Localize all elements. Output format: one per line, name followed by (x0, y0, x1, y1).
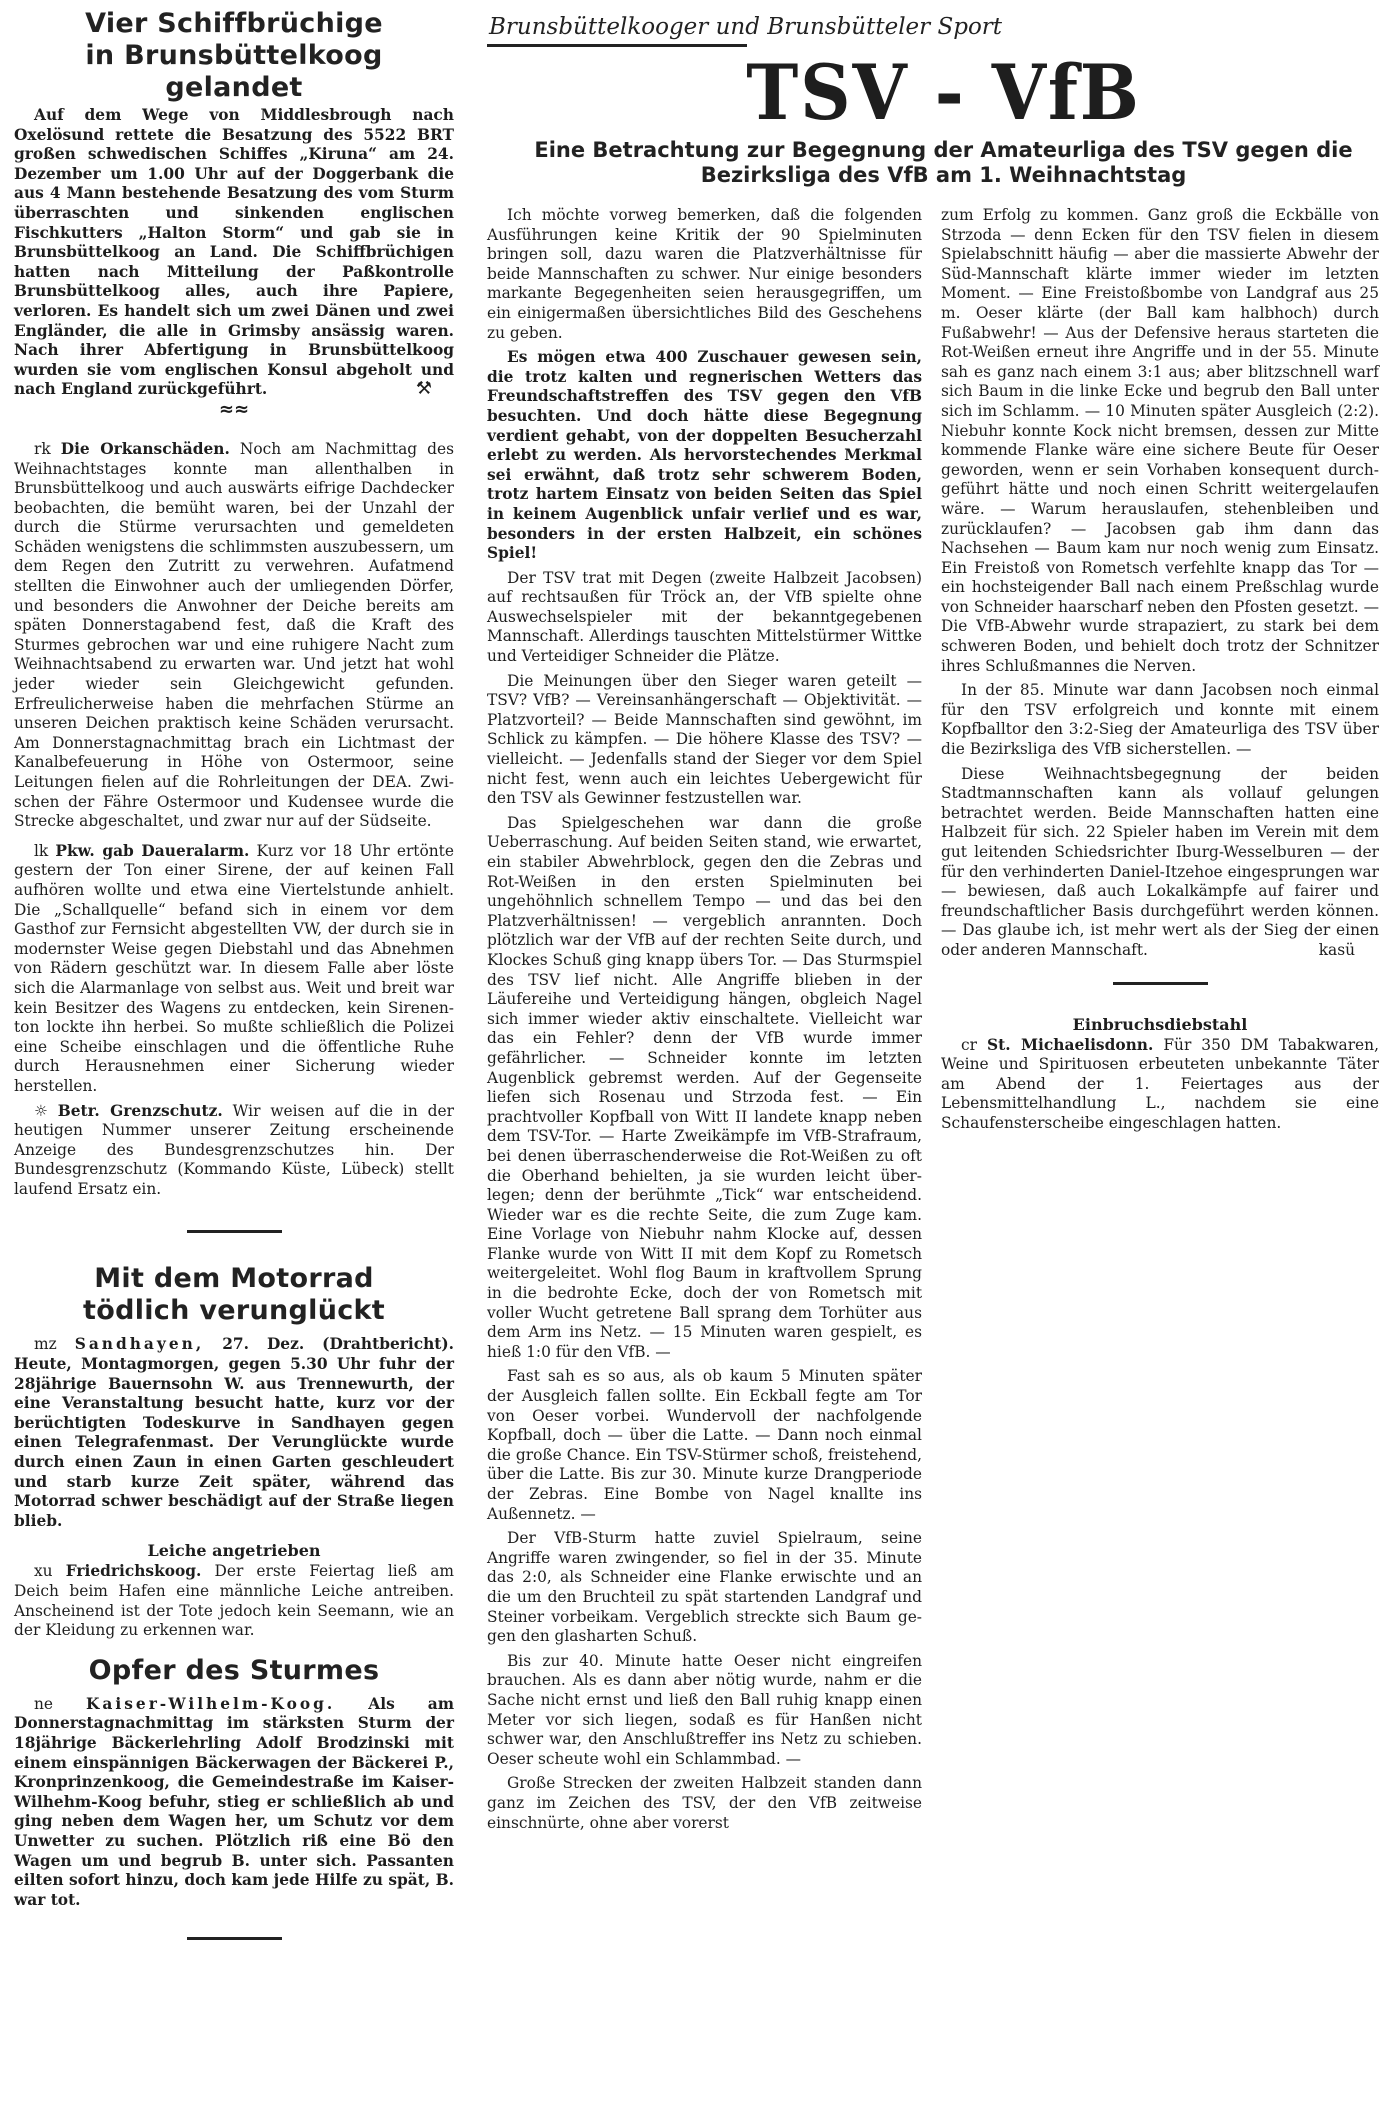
article-text: Für 350 DM Tabakwaren, Weine und Spirituosen erbeuteten unbekannte Täter am Abend der 1. Feiertages aus der Lebensmittelhandlung L., nachdem sie eine Schaufensterscheibe eingeschlagen hatten. (941, 1035, 1379, 1132)
sport-paragraph: Ich möchte vorweg bemerken, daß die folgenden Ausführungen keine Kritik der 90 Spielminuten bringen soll, dazu waren die Platzverhältnisse für beide Mannschaften zu schwer. Nur einige besonders markante Begegenheiten seien herausgegriffen, um ein einigermaßen übersichtliches Bild des Geschehens zu geben. (487, 206, 922, 342)
note-orkanschaeden (14, 440, 454, 832)
author-initials: xu (34, 1562, 53, 1581)
sport-column-1 (487, 206, 922, 1838)
sport-paragraph: Das Spielgeschehen war dann die große Ueberraschung. Auf beiden Seiten stand, wie erwartet, ein stabiler Abwehrblock, gegen den die Zebras und Rot-Weißen in den ersten Spielminuten bei ungehöhnlich schnellem Tempo — und das bei den Platzverhältnissen! — vergeblich anrannten. Doch plötzlich war der VfB auf der rechten Seite durch, und Klockes Schuß ging knapp übers Tor. — Das Sturmspiel des TSV lief nicht. Alle Angriffe blieben in der Läufereihe und Verteidigung hängen, obgleich Nagel sich immer wieder aktiv einschaltete. Vielleicht war das ein Fehler? denn der VfB wurde immer gefährlicher. — Schneider konnte im letzten Augenblick gebremst werden. Auf der Gegenseite liefen sich Rosenau und Strzoda fest. — Ein prachtvoller Kopfball von Witt II landete knapp neben dem TSV-Tor. — Harte Zweikämpfe im VfB-Strafraum, bei denen überraschenderweise die Rot-Weißen zu oft die Oberhand behielten, ja sie wurden leicht überlegen; denn der berühmte „Tick“ war entscheidend. Wieder war es die rechte Seite, die zum Zuge kam. Eine Vorlage von Niebuhr nahm Klocke auf, dessen Flanke wurde von Witt II mit dem Kopf zu Rometsch weitergeleitet. Wohl flog Baum in kraftvollem Sprung in die bedrohte Ecke, doch der von Rometsch mit voller Wucht getretene Ball sprang dem Torhüter aus dem Arm ins Netz. — 15 Minuten waren gespielt, es hieß 1:0 für den VfB. — (487, 813, 922, 1361)
article-opfer-body (14, 1695, 454, 1911)
author-initials: cr (961, 1035, 977, 1054)
author-initials: lk (34, 841, 49, 860)
subhead-leiche: Leiche angetrieben (147, 1541, 321, 1561)
subtitle-line: Eine Betrachtung zur Begegnung der Amateurliga des TSV gegen die (534, 138, 1353, 162)
sport-paragraph: zum Erfolg zu kommen. Ganz groß die Eckbälle von Strzoda — denn Ecken für den TSV fielen in diesem Spielabschnitt häufig — aber die massierte Abwehr der Süd-Mannschaft klärte immer wieder im letzten Moment. — Eine Freistoßbombe von Landgraf aus 25 m. Oeser klärte (der Ball kam halbhoch) durch Fußabwehr! — Aus der Defensive heraus starteten die Rot-Weißen erneut ihre Angriffe und in der 55. Minute sah es ganz nach einem 3:1 aus; aber blitzschnell warf sich Baum in die linke Ecke und begrub den Ball unter sich im Schlamm. — 10 Minuten später Ausgleich (2:2). Niebuhr konnte Kock nicht bremsen, dessen zur Mitte kommende Flanke wäre eine sichere Beute für Oeser geworden, wenn er sein Vorhaben konsequent durchgeführt hätte und noch einen Schritt weitergelaufen wäre. — Warum herauslaufen, stehenbleiben und zurücklaufen? — Jacobsen gab ihm dann das Nachsehen — Baum kam nur noch wenig zum Einsatz. Ein Freistoß von Rometsch verfehlte knapp das Tor — ein hochsteigender Ball nach einem Preßschlag wurde von Schneider haarscharf neben den Pfosten gesetzt. — Die VfB-Abwehr wurde strapaziert, zu stark bei dem schweren Boden, und behielt doch trotz der Schnitzer ihres Schlußmannes die Nerven. (941, 206, 1379, 675)
sport-paragraph: Der VfB-Sturm hatte zuviel Spielraum, seine Angriffe waren zwingender, so fiel in der 35. Minute das 2:0, als Schneider eine Flanke erwischte und an die um den Bruchteil zu spät startenden Landgraf und Steiner vorbeikam. Vergeblich streckte sich Baum gegen den glasharten Schuß. (487, 1529, 922, 1646)
dateline: St. Michaelisdonn. (986, 1035, 1154, 1054)
left-column (14, 0, 454, 1940)
note-text: Noch am Nachmittag des Weihnachtstages konnte man allenthalben in Brunsbüttelkoog und auch auswärts eifrige Dachdecker beobachten, die bemüht waren, bei der Unzahl der durch die Stürme verursachten und gemeldeten Schäden wenigstens die schlimmsten auszubessern, um dem Regen den Zutritt zu verwehren. Aufatmend stellten die Einwohner auch der umliegenden Dörfer, und besonders die Anwohner der Deiche bereits am späten Donnerstagabend fest, daß die Kraft des Sturmes gebrochen war und eine ruhigere Nacht zum Weihnachtsabend zu erwarten war. Und jetzt hat wohl jeder wieder sein Gleichgewicht gefunden. Erfreulicherweise haben die mehrfachen Stürme an unseren Deichen praktisch keine Schäden verursacht. Am Donnerstagnachmittag brach ein Lichtmast der Kanalbefeuerung in Höhe von Ostermoor, seine Leitungen fielen auf die Rohrleitungen der DEA. Zwischen der Fähre Ostermoor und Kudensee wurde die Strecke abgeschaltet, und zwar nur auf der Südseite. (14, 439, 454, 831)
dateline: Kaiser-Wilhelm-Koog. (86, 1694, 336, 1713)
sport-subtitle (487, 138, 1400, 188)
sport-paragraph: Der TSV trat mit Degen (zweite Halbzeit Jacobsen) auf rechtsaußen für Tröck an, der VfB spielte ohne Auswechselspieler mit der bekanntgegebenen Mannschaft. Allerdings tauschten Mittelstürmer Wittke und Verteidiger Schneider die Plätze. (487, 568, 922, 666)
sport-paragraph: Bis zur 40. Minute hatte Oeser nicht eingreifen brauchen. Als es dann aber nötig wurde, nahm er die Sache nicht ernst und ließ den Ball ruhig knapp einen Meter vor sich liegen, sodaß es für Hanßen nicht schwer war, den Anschlußtreffer ins Netz zu schieben. Oeser scheute wohl ein Schlammbad. — (487, 1651, 922, 1768)
article-text: Als am Donnerstagnachmittag im stärksten Sturm der 18jährige Bäckerlehrling Adolf Brodzinski mit einem einspännigen Bäckerwagen der Bäckerei P., Kronprinzenkoog, die Gemeindestraße im Kaiser-Wilhehm-Koog befuhr, stieg er schließlich ab und ging neben dem Wagen her, um Schutz vor dem Unwetter zu suchen. Plötzlich riß eine Bö den Wagen um und begrub B. unter sich. Passanten eilten sofort hinzu, doch kam jede Hilfe zu spät, B. war tot. (14, 1694, 455, 1909)
headline-line: Mit dem Motorrad (94, 1263, 374, 1295)
note-daueralarm (14, 842, 454, 1097)
author-signature: kasü (1318, 940, 1355, 959)
sport-title: TSV - VfB (746, 48, 1141, 137)
sport-paragraph: Große Strecken der zweiten Halbzeit standen dann ganz im Zeichen des TSV, der den VfB zeitweise einschnürte, ohne aber vorerst (487, 1774, 922, 1832)
dateline: Sandhayen, (74, 1335, 205, 1354)
article-leiche-body (14, 1562, 454, 1640)
sport-header (487, 0, 1400, 200)
article-text: 27. Dez. (Drahtbericht). Heute, Montagmorgen, gegen 5.30 Uhr fuhr der 28jährige Bauernsohn W. aus Trennewurth, der eine Veranstaltung besucht hatte, kurz vor der berüchtigten Todeskurve in Sandhayen gegen einen Telegrafenmast. Der Verunglückte wurde durch einen Zaun in einen Garten geschleudert und starb kurze Zeit später, während das Motorrad schwer beschädigt auf der Straße liegen blieb. (14, 1335, 455, 1530)
author-initials: mz (34, 1335, 57, 1354)
article-schiffbruechige-body: Auf dem Wege von Middlesbrough nach Oxelösund rettete die Besatzung des 5522 BRT großen schwedischen Schiffes „Kiruna“ am 24. Dezember um 1.00 Uhr auf der Doggerbank die aus 4 Mann bestehende Besatzung des vom Sturm überraschten und sinkenden englischen Fischkutters „Halton Storm“ und gab sie in Brunsbüttelkoog an Land. Die Schiffbrüchigen hatten nach Mitteilung der Paßkontrolle Brunsbüttelkoog alles, auch ihre Papiere, verloren. Es handelt sich um zwei Dänen und zwei Engländer, die alle in Grimsby ansässig waren. Nach ihrer Abfertigung in Brunsbüttelkoog wurden sie vom englischen Konsul abgeholt und nach England zurückgeführt. (14, 106, 454, 399)
headline-line: in Brunsbüttelkoog gelandet (85, 40, 383, 103)
article-text: Der erste Feiertag ließ am Deich beim Hafen eine männliche Leiche antreiben. Anscheinend ist der Tote jedoch kein Seemann, wie an der Kleidung zu erkennen war. (14, 1562, 454, 1640)
note-title: Die Orkanschäden. (60, 439, 230, 458)
sport-paragraph-bold: Es mögen etwa 400 Zuschauer gewesen sein, die trotz kalten und regnerischen Wetters das Freundschaftstreffen des TSV gegen den VfB besuchten. Und doch hätte diese Begegnung verdient gehabt, von der doppelten Besucherzahl erlebt zu werden. Als hervorstechendes Merkmal sei erwähnt, daß trotz sehr schwerem Boden, trotz hartem Einsatz von beiden Seiten das Spiel in keinem Augenblick unfair verlief und es war, besonders in der ersten Halbzeit, ein schönes Spiel! (487, 348, 922, 563)
author-initials: rk (34, 439, 51, 458)
crossed-hammers-icon: ⚒ (415, 377, 432, 399)
wave-separator-icon: ≈≈ (218, 398, 250, 420)
note-grenzschutz (14, 1102, 454, 1200)
paragraph-text: Diese Weihnachtsbegegnung der beiden Stadtmannschaften kann als vollauf gelungen betrachtet werden. Beide Mannschaften hatten eine Halbzeit für sich. 22 Spieler haben im Verein mit dem gut leitenden Schiedsrichter Iburg-Wesselburen — der für den verhinderten Daniel-Itzehoe eingesprungen war — bewiesen, daß auch Lokalkämpfe auf fairer und freundschaftlicher Basis durchgeführt werden können. — Das glaube ich, ist mehr wert als der Sieg der einen oder anderen Mannschaft. (941, 764, 1379, 959)
subtitle-line: Bezirksliga des VfB am 1. Weihnachtstag (700, 163, 1187, 187)
note-title: Betr. Grenzschutz. (57, 1101, 223, 1120)
headline-line: tödlich verunglückt (83, 1295, 385, 1327)
author-initials: ne (34, 1694, 54, 1713)
subhead-einbruch: Einbruchsdiebstahl (1072, 1014, 1248, 1034)
note-text: Kurz vor 18 Uhr ertönte gestern der Ton einer Sirene, der auf keinen Fall aufhören wollte und etwa eine Viertelstunde anhielt. Die „Schallquelle“ befand sich in einem vor dem Gasthof zur Fernsicht abgestellten VW, der durch sie in modernster Weise gegen Diebstahl und das Abnehmen von Rädern geschützt war. In diesem Falle aber löste sich die Alarmanlage von selbst aus. Weit und breit war kein Besitzer des Wagens zu entdecken, kein Sirenenton lockte ihn herbei. So mußte schließlich die Polizei eine Scheibe einschlagen und die öffentliche Ruhe durch Herausnehmen einer Sicherung wieder herstellen. (14, 841, 454, 1095)
article-einbruch-body (941, 1036, 1379, 1134)
ornament-row (14, 377, 454, 430)
headline-line: Vier Schiffbrüchige (85, 8, 383, 39)
article-motorrad-body (14, 1335, 454, 1531)
headline-motorrad (14, 1263, 454, 1327)
note-title: Pkw. gab Daueralarm. (55, 841, 250, 860)
sport-column-2 (941, 206, 1379, 1139)
sport-paragraph: Fast sah es so aus, als ob kaum 5 Minuten später der Ausgleich fallen sollte. Ein Eckball fegte am Tor von Oeser vorbei. Wundervoll der nachfolgende Kopfball, doch — über die Latte. — Dann noch einmal die große Chance. Ein TSV-Stürmer schoß, freistehend, über die Latte. Bis zur 30. Minute kurze Drangperiode der Zebras. Eine Bombe von Nagel knallte ins Außennetz. — (487, 1367, 922, 1523)
dateline: Friedrichskoog. (65, 1562, 202, 1581)
sun-icon: ☼ (34, 1101, 48, 1120)
headline-schiffbruechige (14, 8, 454, 104)
sport-paragraph (941, 765, 1379, 961)
section-kicker: Brunsbüttelkooger und Brunsbütteler Sport (487, 0, 747, 47)
sport-paragraph: In der 85. Minute war dann Jacobsen noch einmal für den TSV erfolgreich und konnte mit einem Kopfballtor den 3:2-Sieg der Amateurliga des TSV über die Bezirksliga des VfB sicherstellen. — (941, 681, 1379, 759)
note-text: Wir weisen auf die in der heutigen Nummer unserer Zeitung erscheinende Anzeige des Bundesgrenzschutzes hin. Der Bundesgrenzschutz (Kommando Küste, Lübeck) stellt laufend Ersatz ein. (14, 1101, 454, 1198)
sport-paragraph: Die Meinungen über den Sieger waren geteilt — TSV? VfB? — Vereinsanhängerschaft — Objektivität. — Platzvorteil? — Beide Mannschaften sind gewöhnt, im Schlick zu kämpfen. — Die höhere Klasse des TSV? — vielleicht. — Jedenfalls stand der Sieger vor dem Spiel nicht fest, wenn auch ein leichtes Uebergewicht für den TSV als Gewinner festzustellen war. (487, 671, 922, 808)
section-divider (187, 1937, 282, 1940)
headline-opfer: Opfer des Sturmes (88, 1654, 380, 1686)
